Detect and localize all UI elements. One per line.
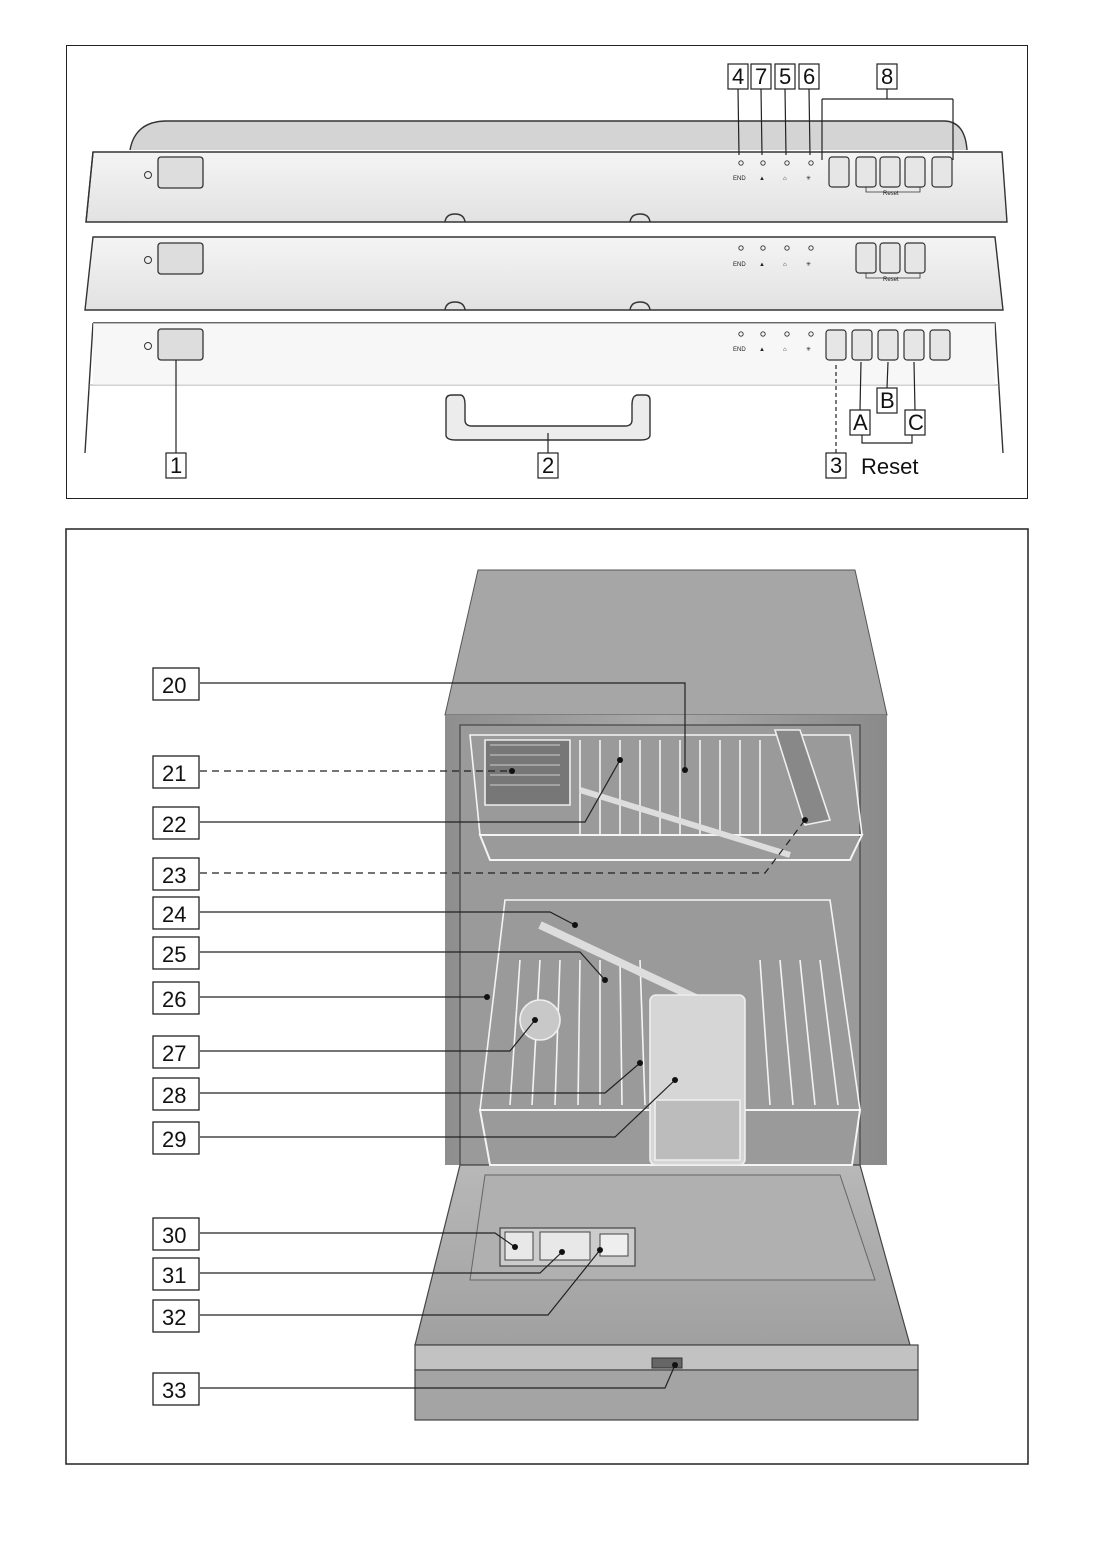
callout-27: 27 [162,1041,187,1066]
panel-variant-2 [85,237,1003,310]
salt-icon: ⌂ [783,347,787,353]
callout-1: 1 [170,453,183,478]
callout-7: 7 [755,64,768,89]
callout-29: 29 [162,1127,187,1152]
callout-B: B [880,388,895,413]
salt-icon: ⌂ [783,176,787,182]
callout-6: 6 [803,64,816,89]
callout-25: 25 [162,942,187,967]
reset-label: Reset [861,454,919,479]
reset-small-label: Reset [883,191,899,197]
detergent-dispenser [500,1228,635,1266]
rinse-aid-icon: ▲ [759,347,765,353]
callout-21: 21 [162,761,187,786]
sun-icon: ✳ [806,347,812,353]
sun-icon: ✳ [806,262,812,268]
callout-33: 33 [162,1378,187,1403]
rinse-aid-icon: ▲ [759,176,765,182]
main-switch-button [158,157,203,188]
callout-30: 30 [162,1223,187,1248]
program-buttons [829,157,952,187]
end-indicator-text: END [733,347,746,353]
end-indicator-text: END [733,176,746,182]
callout-22: 22 [162,812,187,837]
callout-24: 24 [162,902,187,927]
callout-20: 20 [162,673,187,698]
callout-32: 32 [162,1305,187,1330]
callout-5: 5 [779,64,792,89]
callout-31: 31 [162,1263,187,1288]
panel-variant-1 [86,121,1007,222]
callout-A: A [853,410,868,435]
rinse-aid-icon: ▲ [759,262,765,268]
callout-26: 26 [162,987,187,1012]
callout-8: 8 [881,64,894,89]
sun-icon: ✳ [806,176,812,182]
callout-4: 4 [732,64,745,89]
end-indicator-text: END [733,262,746,268]
callout-28: 28 [162,1083,187,1108]
callout-23: 23 [162,863,187,888]
callout-2: 2 [542,453,555,478]
salt-icon: ⌂ [783,262,787,268]
callout-3: 3 [830,453,843,478]
callout-C: C [908,410,924,435]
reset-small-label: Reset [883,277,899,283]
